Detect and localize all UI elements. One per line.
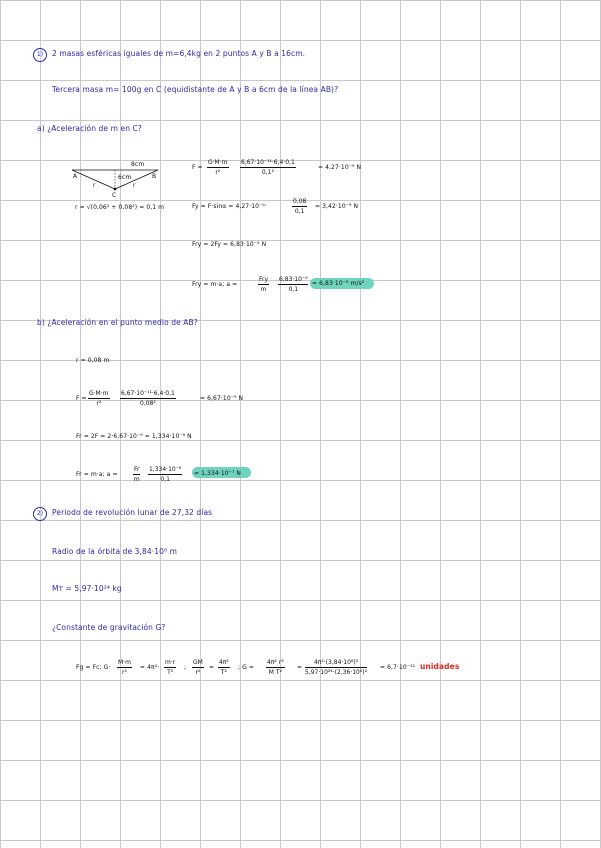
part-b-question: b) ¿Aceleración en el punto medio de AB? [37,318,198,327]
frb-eq-fraction-1: $\frac{Fr}{m}$ [133,466,140,483]
problem-2-statement: Periodo de revolución lunar de 27,32 días [52,508,213,517]
units-note: unidades [420,662,460,671]
fy-eq-fraction: $\frac{0,08}{0,1}$ [293,198,307,215]
diagram-label-top: 8cm [131,161,145,168]
g-eq-result: = 6,7·10⁻¹¹ [380,664,416,671]
diagram-label-c: C [112,192,117,199]
g-eq-fraction-4: $\frac{\text{4π²}}{\text{T²}}$ [219,659,229,676]
diagram-label-b: B [152,173,157,180]
fr-eq-fraction-2: $\frac{\text{6,83·10⁻⁹}}{0,1}$ [279,276,308,293]
g-eq-fraction-2: $\frac{m\cdot r}{\text{T²}}$ [165,659,176,676]
r-equation: r = √(0,06² + 0,08²) = 0,1 m [75,204,165,211]
fy-eq-lhs: Fy = F·sinα = 4,27·10⁻⁹· [192,203,267,210]
fr-eq-result: = 6,83·10⁻⁸ m/s² [312,280,365,287]
diagram-label-r1: r [93,182,96,189]
fr-eq-fraction-1: Fry m [259,276,269,293]
fb-eq-result: = 6,67·10⁻⁹ N [200,395,244,402]
f-eq-fraction-2: $\frac{\text{6,67·10⁻¹¹·6,4·0,1}}{\text{0,1²}}$ [241,159,295,176]
diagram-label-r2: r [133,182,136,189]
fy-eq-result: = 3,42·10⁻⁹ N [315,203,359,210]
g-eq-mid-2: ; [184,664,187,671]
problem-1-number: 1) [33,48,47,62]
diagram-label-a: A [73,173,78,180]
g-eq-fraction-3: $\frac{GM}{\text{r²}}$ [193,659,203,676]
f-eq-fraction-1: $\frac{G\cdot M\cdot m}{\text{r²}}$ [208,159,228,176]
earth-mass: Mт = 5,97·10²⁴ kg [52,584,122,593]
fb-eq-fraction-1: $\frac{G\cdot M\cdot m}{\text{r²}}$ [89,390,109,407]
frb-equation: Fr = 2F = 2·6,67·10⁻⁹ = 1,334·10⁻⁸ N [76,433,192,440]
problem-1-statement: 2 masas esféricas iguales de m=6,4kg en 2 puntos A y B a 16cm. [52,49,306,58]
frb-eq-fraction-2: $\frac{\text{1,334·10⁻⁸}}{0,1}$ [149,466,182,483]
problem-2-number: 2) [33,507,47,521]
frb-eq-lhs: Fr = m·a; a = [76,471,118,478]
g-eq-mid-5: = [297,664,303,671]
diagram-label-mid: 6cm [118,174,132,181]
diagram-point-c [114,188,117,191]
r-b-equation: r = 0,08 m [76,357,110,364]
fry-equation: Fry = 2Fy = 6,83·10⁻⁹ N [192,241,267,248]
g-eq-mid-3: = [209,664,215,671]
fb-eq-lhs: F = [76,395,87,402]
g-eq-mid-4: ; G = [238,664,255,671]
g-eq-lhs: Fg = Fc; G· [76,664,111,671]
orbit-radius: Radio de la órbita de 3,84·10⁸ m [52,547,178,556]
g-eq-fraction-1: $\frac{M\cdot m}{\text{r²}}$ [118,659,131,676]
g-eq-fraction-5: $\frac{\text{4π² r³}}{\text{M T²}}$ [267,659,284,676]
gravitation-question: ¿Constante de gravitación G? [52,623,166,632]
fb-eq-fraction-2: $\frac{\text{6,67·10⁻¹¹·6,4·0,1}}{\text{0,08²}}$ [121,390,175,407]
part-a-question: a) ¿Aceleración de m en C? [37,124,142,133]
fr-eq-lhs: Fry = m·a; a = [192,281,238,288]
frb-eq-result: = 1,334·10⁻⁷ N [194,470,242,477]
problem-1-third-mass: Tercera masa m= 100g en C (equidistante de A y B a 6cm de la línea AB)? [52,85,339,94]
f-eq-lhs: F = [192,164,203,171]
g-eq-mid-1: = 4π²· [140,664,160,671]
g-eq-fraction-6: $\frac{\text{4π²·(3,84·10⁸)³}}{\text{5,97·10²⁴·(2,36·10⁶)²}}$ [305,659,368,676]
f-eq-result: = 4,27·10⁻⁹ N [318,164,362,171]
